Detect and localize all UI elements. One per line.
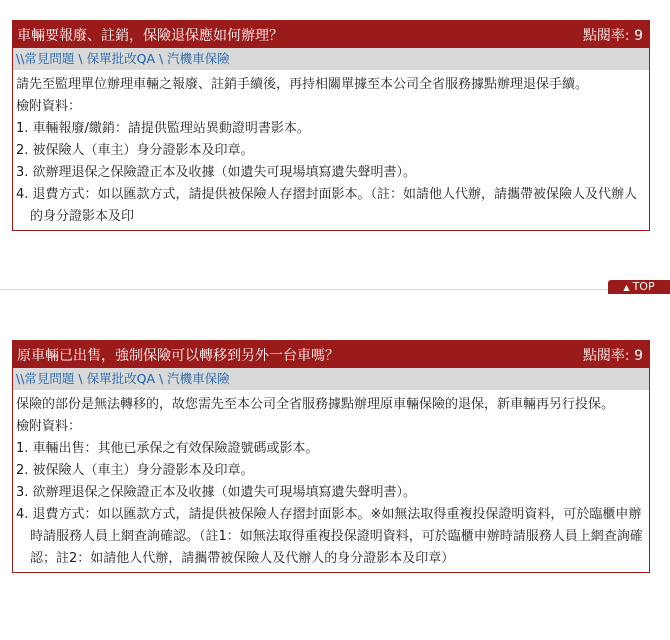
answer-item: 2. 被保險人（車主）身分證影本及印章。 [16, 463, 254, 478]
faq-header [13, 341, 649, 368]
breadcrumb: \\常見問題 \ 保單批改QA \ 汽機車保險 [13, 48, 649, 70]
answer-item: 4. 退費方式：如以匯款方式，請提供被保險人存摺封面影本。（註：如請他人代辦，請攜帶被保險人及代辦人的身分證影本及印 [16, 187, 638, 224]
answer-item: 3. 欲辦理退保之保險證正本及收據（如遺失可現場填寫遺失聲明書）。 [16, 485, 417, 500]
top-label: TOP [632, 280, 655, 293]
faq-header [13, 21, 649, 48]
answer-intro: 保險的部份是無法轉移的，故您需先至本公司全省服務據點辦理原車輛保險的退保，新車輛再另行投保。 [16, 397, 615, 412]
breadcrumb-faq-link[interactable]: \\常見問題 [16, 371, 75, 386]
faq-answer [13, 390, 649, 572]
answer-item: 1. 車輛報廢/繳銷：請提供監理站異動證明書影本。 [16, 121, 310, 136]
faq-answer [13, 70, 649, 230]
section-divider [0, 289, 670, 290]
attachments-label: 檢附資料： [16, 419, 82, 434]
breadcrumb-policy-qa-link[interactable]: 保單批改QA [86, 51, 155, 66]
breadcrumb-faq-link[interactable]: \\常見問題 [16, 51, 75, 66]
answer-item: 4. 退費方式：如以匯款方式，請提供被保險人存摺封面影本。※如無法取得重複投保證明資料，可於臨櫃申辦時請服務人員上網查詢確認。（註1：如無法取得重複投保證明資料，可於臨櫃申辦時請服務人員上網查詢確認；註2：如請他人代辦，請攜帶被保險人及代辦人的身分證影本及印章） [16, 507, 643, 566]
breadcrumb-policy-qa-link[interactable]: 保單批改QA [86, 371, 155, 386]
answer-intro: 請先至監理單位辦理車輛之報廢、註銷手續後，再持相關單據至本公司全省服務據點辦理退保手續。 [16, 77, 589, 92]
faq-title: 原車輛已出售，強制保險可以轉移到另外一台車嗎？ [17, 347, 339, 364]
faq-card [12, 340, 650, 573]
attachments-label: 檢附資料： [16, 99, 82, 114]
view-count: 點閱率: 9 [582, 27, 643, 44]
breadcrumb-auto-insurance-link[interactable]: 汽機車保險 [167, 51, 230, 66]
faq-card [12, 20, 650, 231]
back-to-top-button[interactable] [608, 280, 670, 294]
answer-item: 2. 被保險人（車主）身分證影本及印章。 [16, 143, 254, 158]
view-count: 點閱率: 9 [582, 347, 643, 364]
answer-item: 1. 車輛出售：其他已承保之有效保險證號碼或影本。 [16, 441, 319, 456]
up-arrow-icon: ▲ [623, 283, 630, 292]
answer-item: 3. 欲辦理退保之保險證正本及收據（如遺失可現場填寫遺失聲明書）。 [16, 165, 417, 180]
breadcrumb-auto-insurance-link[interactable]: 汽機車保險 [167, 371, 230, 386]
breadcrumb: \\常見問題 \ 保單批改QA \ 汽機車保險 [13, 368, 649, 390]
faq-title: 車輛要報廢、註銷，保險退保應如何辦理？ [17, 27, 283, 44]
